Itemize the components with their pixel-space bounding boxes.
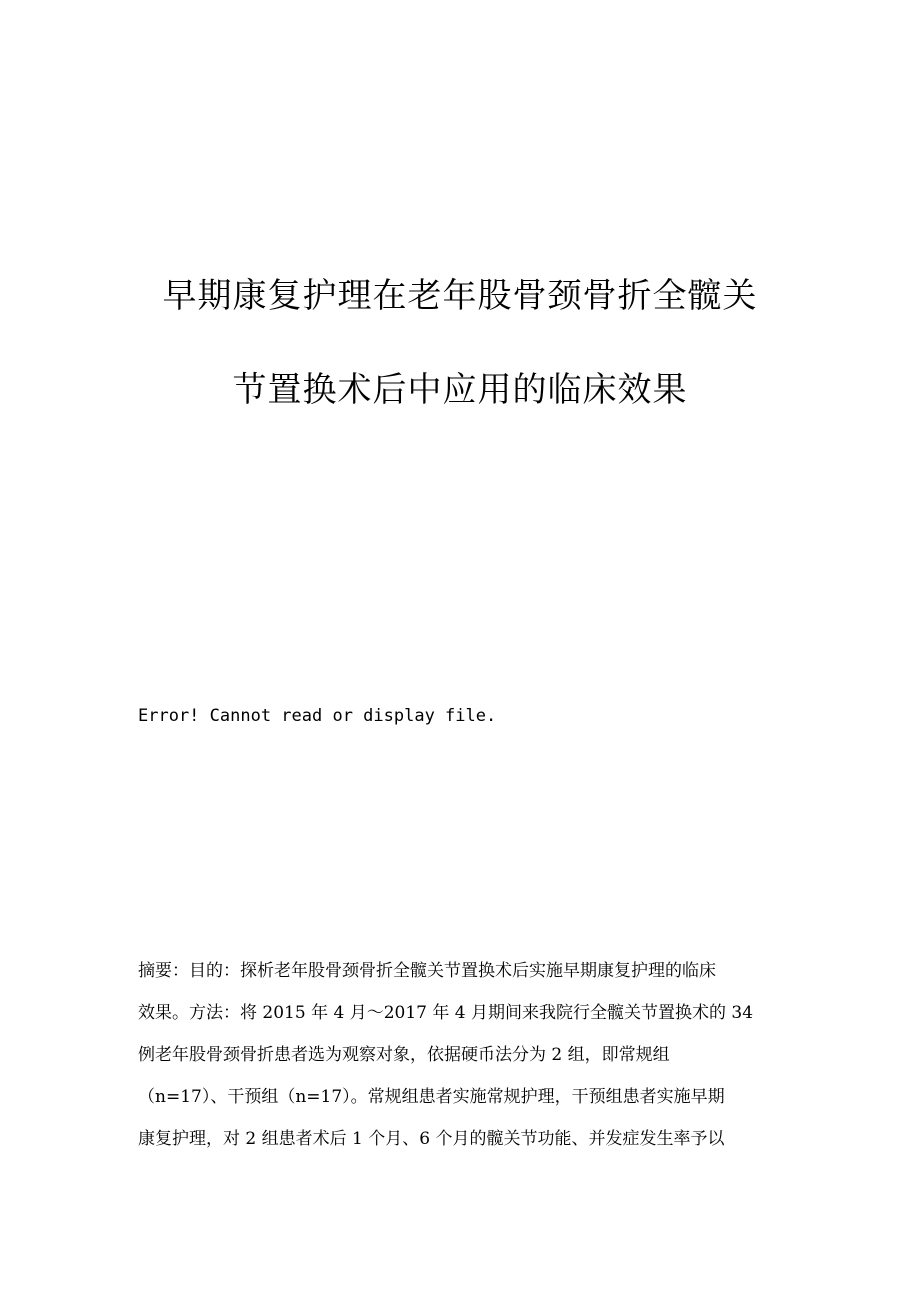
- abstract-line-1: 摘要：目的：探析老年股骨颈骨折全髋关节置换术后实施早期康复护理的临床: [138, 961, 716, 981]
- abstract-line-3: 例老年股骨颈骨折患者选为观察对象，依据硬币法分为 2 组，即常规组: [138, 1045, 670, 1065]
- abstract-line-4: （n=17）、干预组（n=17）。常规组患者实施常规护理，干预组患者实施早期: [138, 1087, 725, 1107]
- document-title-line-2: 节置换术后中应用的临床效果: [232, 370, 688, 410]
- document-title-line-1: 早期康复护理在老年股骨颈骨折全髋关: [162, 276, 758, 316]
- image-error-message: Error! Cannot read or display file.: [138, 706, 497, 726]
- abstract-line-2: 效果。方法：将 2015 年 4 月～2017 年 4 月期间来我院行全髋关节置换术的 34: [138, 1003, 754, 1023]
- abstract-paragraph: [138, 950, 778, 1160]
- abstract-line-5: 康复护理，对 2 组患者术后 1 个月、6 个月的髋关节功能、并发症发生率予以: [138, 1129, 725, 1149]
